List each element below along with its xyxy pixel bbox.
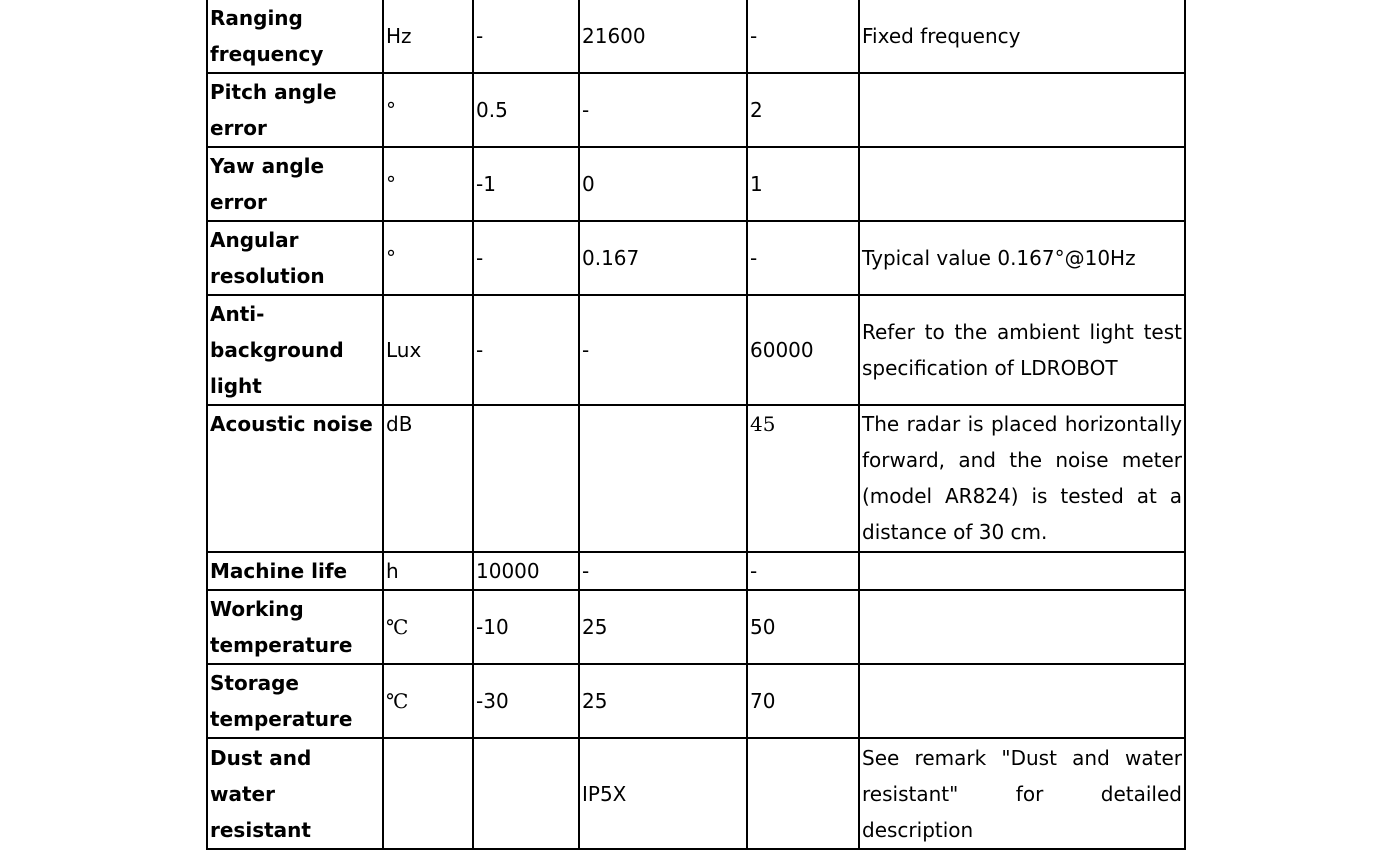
remark-cell: Typical value 0.167°@10Hz — [859, 221, 1185, 295]
table-row — [207, 552, 1185, 590]
unit-cell: Hz — [383, 0, 473, 73]
typ-cell: - — [579, 552, 747, 590]
table-row — [207, 295, 1185, 405]
table-row — [207, 147, 1185, 221]
max-cell: 50 — [747, 590, 859, 664]
remark-cell — [859, 590, 1185, 664]
typ-cell: 0 — [579, 147, 747, 221]
min-cell: -30 — [473, 664, 579, 738]
unit-cell: Lux — [383, 295, 473, 405]
min-cell: - — [473, 0, 579, 73]
min-cell: 10000 — [473, 552, 579, 590]
remark-cell — [859, 147, 1185, 221]
table-row — [207, 590, 1185, 664]
max-cell: 60000 — [747, 295, 859, 405]
min-cell — [473, 405, 579, 552]
typ-cell: 0.167 — [579, 221, 747, 295]
table-row — [207, 221, 1185, 295]
remark-cell: Fixed frequency — [859, 0, 1185, 73]
parameter-name: Anti-background light — [207, 295, 383, 405]
table-row — [207, 73, 1185, 147]
remark-cell: Refer to the ambient light test specification of LDROBOT — [859, 295, 1185, 405]
typ-cell: - — [579, 295, 747, 405]
typ-cell — [579, 405, 747, 552]
parameter-name: Storage temperature — [207, 664, 383, 738]
typ-cell: 25 — [579, 590, 747, 664]
typ-cell: 25 — [579, 664, 747, 738]
unit-cell: dB — [383, 405, 473, 552]
specification-table — [206, 0, 1186, 850]
remark-cell — [859, 552, 1185, 590]
remark-cell — [859, 73, 1185, 147]
parameter-name: Working temperature — [207, 590, 383, 664]
max-cell: - — [747, 0, 859, 73]
min-cell: -10 — [473, 590, 579, 664]
max-cell — [747, 738, 859, 849]
unit-cell: ℃ — [383, 590, 473, 664]
max-cell: - — [747, 552, 859, 590]
remark-cell — [859, 664, 1185, 738]
table-row — [207, 405, 1185, 552]
unit-cell — [383, 738, 473, 849]
max-cell: 45 — [747, 405, 859, 552]
typ-cell: IP5X — [579, 738, 747, 849]
parameter-name: Dust and water resistant — [207, 738, 383, 849]
max-cell: 1 — [747, 147, 859, 221]
table-row — [207, 664, 1185, 738]
parameter-name: Angular resolution — [207, 221, 383, 295]
table-row — [207, 0, 1185, 73]
typ-cell: 21600 — [579, 0, 747, 73]
unit-cell: ℃ — [383, 664, 473, 738]
max-cell: 70 — [747, 664, 859, 738]
unit-cell: ° — [383, 221, 473, 295]
unit-cell: h — [383, 552, 473, 590]
max-cell: - — [747, 221, 859, 295]
min-cell: 0.5 — [473, 73, 579, 147]
min-cell — [473, 738, 579, 849]
min-cell: - — [473, 295, 579, 405]
max-cell: 2 — [747, 73, 859, 147]
remark-cell: The radar is placed horizontally forward, and the noise meter (model AR824) is tested at a distance of 30 cm. — [859, 405, 1185, 552]
unit-cell: ° — [383, 73, 473, 147]
parameter-name: Pitch angle error — [207, 73, 383, 147]
table-row — [207, 738, 1185, 849]
min-cell: -1 — [473, 147, 579, 221]
parameter-name: Ranging frequency — [207, 0, 383, 73]
typ-cell: - — [579, 73, 747, 147]
unit-cell: ° — [383, 147, 473, 221]
parameter-name: Machine life — [207, 552, 383, 590]
remark-cell: See remark "Dust and water resistant" for detailed description — [859, 738, 1185, 849]
min-cell: - — [473, 221, 579, 295]
parameter-name: Acoustic noise — [207, 405, 383, 552]
parameter-name: Yaw angle error — [207, 147, 383, 221]
